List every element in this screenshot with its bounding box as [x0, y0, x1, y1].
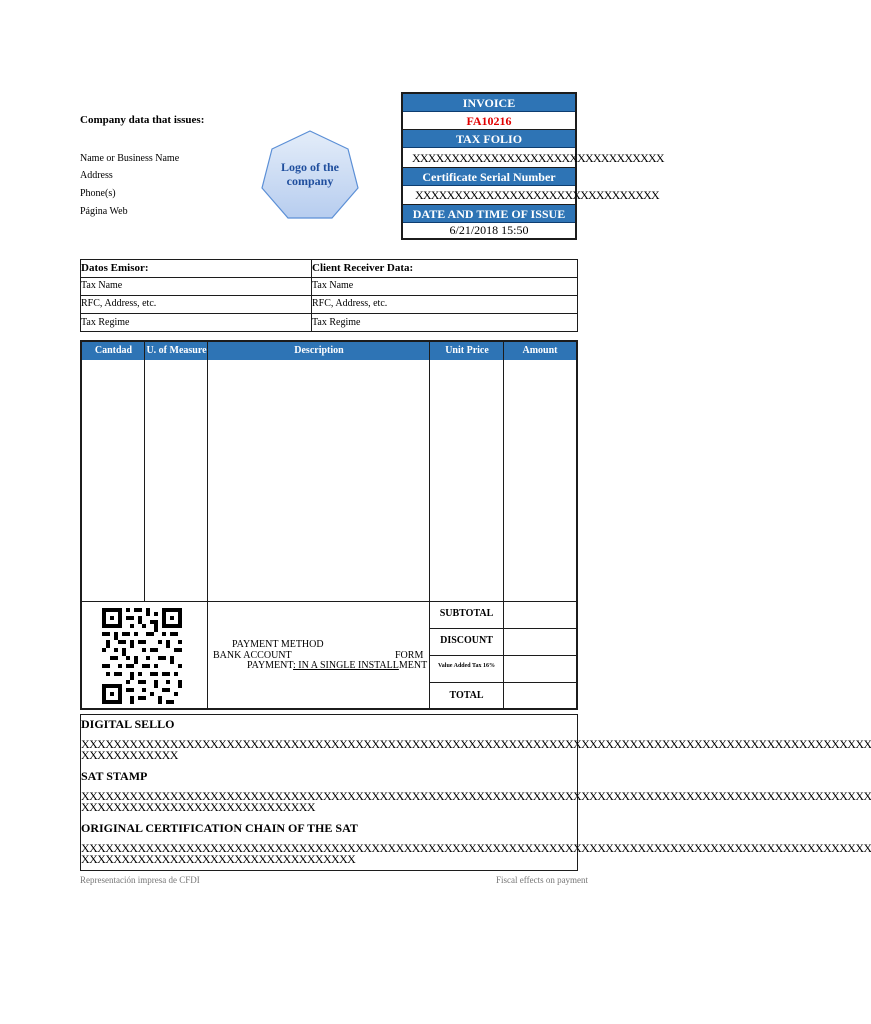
receiver-rfc: RFC, Address, etc.: [312, 298, 388, 309]
logo-text-line2: company: [286, 174, 334, 188]
logo-text-line1: Logo of the: [281, 160, 339, 174]
emisor-tax-name: Tax Name: [81, 280, 123, 291]
sat-chain-title: ORIGINAL CERTIFICATION CHAIN OF THE SAT: [81, 821, 358, 835]
digital-sello-line2: XXXXXXXXXXXX: [81, 748, 178, 762]
subtotal-label: SUBTOTAL: [439, 608, 494, 619]
payment-installment-text: [247, 660, 427, 671]
receiver-title: Client Receiver Data:: [312, 262, 414, 274]
invoice-box: [401, 92, 664, 240]
payment-method-label: PAYMENT METHOD: [232, 639, 324, 650]
issuer-phone: Phone(s): [80, 188, 116, 199]
total-label: TOTAL: [449, 690, 484, 701]
receiver-tax-name: Tax Name: [312, 280, 354, 291]
col-header-description: Description: [294, 345, 344, 356]
digital-sello-line1: XXXXXXXXXXXXXXXXXXXXXXXXXXXXXXXXXXXXXXXXXXXXXXXXXXXXXXXXXXXXXXXXXXXXXXXXXXXXXXXXXXXXXXXXXXXXXXXXXX: [81, 737, 871, 751]
tax-folio-value: XXXXXXXXXXXXXXXXXXXXXXXXXXXXXXXX: [403, 148, 575, 168]
col-header-quantity: Cantdad: [94, 345, 133, 356]
form-label: FORM: [395, 650, 424, 661]
emisor-rfc: RFC, Address, etc.: [81, 298, 157, 309]
payment-installment-underlined: : IN A SINGLE INSTALL: [293, 660, 399, 671]
issuer-name: Name or Business Name: [80, 153, 180, 164]
footer-right: Fiscal effects on payment: [496, 875, 589, 885]
seals-block: [80, 714, 871, 871]
vat-label: Value Added Tax 16%: [438, 663, 495, 669]
sat-stamp-line2: XXXXXXXXXXXXXXXXXXXXXXXXXXXXX: [81, 800, 315, 814]
cert-serial-value: XXXXXXXXXXXXXXXXXXXXXXXXXXXXXXX: [403, 186, 575, 205]
payment-prefix: PAYMENT: [247, 660, 294, 671]
items-table: [80, 340, 578, 710]
sat-stamp-title: SAT STAMP: [81, 769, 148, 783]
datetime-value: 6/21/2018 15:50: [403, 223, 575, 238]
sat-chain-line1: XXXXXXXXXXXXXXXXXXXXXXXXXXXXXXXXXXXXXXXXXXXXXXXXXXXXXXXXXXXXXXXXXXXXXXXXXXXXXXXXXXXXXXXXXXXXXXXXXX: [81, 841, 871, 855]
parties-table: [80, 259, 578, 332]
emisor-tax-regime: Tax Regime: [81, 317, 130, 328]
col-header-unit: U. of Measure: [146, 345, 207, 356]
sat-stamp-line1: XXXXXXXXXXXXXXXXXXXXXXXXXXXXXXXXXXXXXXXXXXXXXXXXXXXXXXXXXXXXXXXXXXXXXXXXXXXXXXXXXXXXXXXXXXXXXXXXXX: [81, 789, 871, 803]
payment-suffix: MENT: [398, 660, 428, 671]
discount-label: DISCOUNT: [440, 635, 493, 646]
company-logo: [260, 130, 360, 220]
digital-sello-title: DIGITAL SELLO: [81, 717, 175, 731]
sat-chain-line2: XXXXXXXXXXXXXXXXXXXXXXXXXXXXXXXXXX: [81, 852, 356, 866]
receiver-tax-regime: Tax Regime: [312, 317, 361, 328]
issuer-title: Company data that issues:: [80, 114, 205, 126]
invoice-number: FA10216: [403, 112, 575, 130]
issuer-web: Página Web: [80, 206, 128, 217]
emisor-title: Datos Emisor:: [81, 262, 149, 274]
invoice-label: INVOICE: [403, 94, 575, 112]
col-header-amount: Amount: [522, 345, 558, 356]
datetime-label: DATE AND TIME OF ISSUE: [403, 205, 575, 223]
col-header-unit-price: Unit Price: [445, 345, 489, 356]
bank-account-label: BANK ACCOUNT: [213, 650, 292, 661]
cert-serial-label: Certificate Serial Number: [403, 168, 575, 186]
qr-code-icon: [102, 608, 182, 704]
tax-folio-label: TAX FOLIO: [403, 130, 575, 148]
issuer-address: Address: [80, 170, 113, 181]
footer-left: Representación impresa de CFDI: [80, 875, 200, 885]
